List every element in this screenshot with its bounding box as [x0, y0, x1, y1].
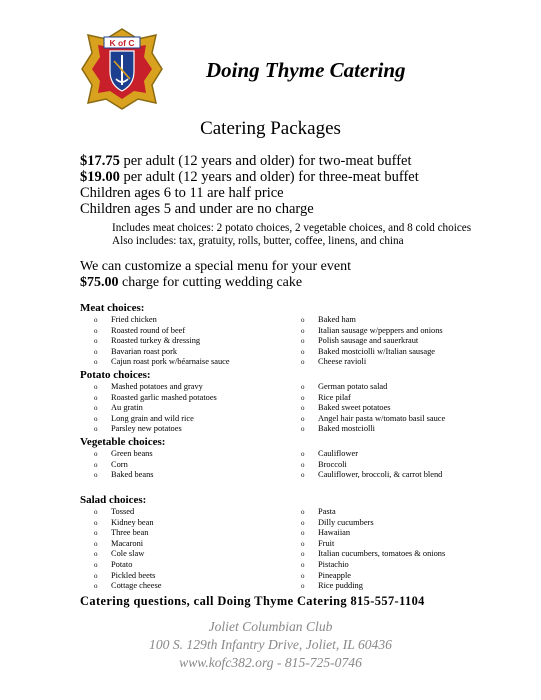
list-item-label: Mashed potatoes and gravy	[111, 382, 203, 391]
bullet-icon: o	[94, 383, 98, 391]
bullet-icon: o	[301, 316, 305, 324]
bullet-icon: o	[94, 316, 98, 324]
section-title: Salad choices:	[80, 494, 147, 506]
list-item-label: Polish sausage and sauerkraut	[318, 336, 419, 346]
list-item	[301, 315, 443, 326]
list-column-right	[301, 315, 443, 368]
bullet-icon: o	[94, 414, 98, 423]
bullet-icon: o	[94, 425, 98, 434]
list-item	[94, 571, 161, 582]
kofc-emblem-svg	[80, 27, 164, 111]
includes-line: Includes meat choices: 2 potato choices, 2 vegetable choices, and 8 cold choices	[112, 222, 472, 234]
price: $19.00	[80, 169, 120, 185]
bullet-icon: o	[94, 460, 98, 469]
list-item	[301, 424, 445, 435]
list-item	[301, 382, 445, 393]
list-item-label: Pasta	[318, 507, 336, 516]
club-address-block	[0, 618, 541, 672]
pricing-line	[80, 185, 419, 201]
list-item-label: Roasted turkey & dressing	[111, 336, 201, 346]
list-column-left	[94, 507, 161, 592]
bullet-icon: o	[301, 518, 305, 527]
list-item-label: Fruit	[318, 538, 335, 548]
list-item	[301, 449, 442, 460]
bullet-icon: o	[94, 326, 98, 335]
meat-list	[80, 315, 520, 367]
bullet-icon: o	[301, 414, 305, 423]
list-item-label: Cole slaw	[111, 549, 145, 559]
list-item	[301, 357, 443, 368]
salad-section	[80, 494, 520, 591]
bullet-icon: o	[94, 393, 98, 402]
bullet-icon: o	[301, 358, 305, 367]
bullet-icon: o	[94, 404, 98, 413]
bullet-icon: o	[301, 393, 305, 402]
list-item-label: Corn	[111, 459, 128, 469]
page-title: Catering Packages	[200, 118, 341, 139]
list-item	[301, 347, 443, 358]
bullet-icon: o	[94, 518, 98, 527]
list-item-label: Dilly cucumbers	[318, 517, 374, 527]
list-item-label: Rice pilaf	[318, 392, 351, 402]
list-item	[94, 507, 161, 518]
bullet-icon: o	[94, 582, 98, 591]
list-item-label: Baked sweet potatoes	[318, 403, 391, 413]
list-item-label: Tossed	[111, 507, 135, 516]
list-item	[301, 460, 442, 471]
list-item	[301, 571, 445, 582]
bullet-icon: o	[94, 471, 98, 480]
list-item-label: Fried chicken	[111, 315, 157, 324]
list-item	[301, 414, 445, 425]
list-item	[301, 507, 445, 518]
pricing-text: per adult (12 years and older) for three-meat buffet	[119, 169, 419, 185]
bullet-icon: o	[301, 550, 305, 559]
list-item-label: Italian sausage w/peppers and onions	[318, 325, 443, 335]
list-item	[94, 549, 161, 560]
pricing-line	[80, 169, 419, 185]
bullet-icon: o	[94, 337, 98, 346]
list-item-label: Angel hair pasta w/tomato basil sauce	[318, 413, 446, 423]
bullet-icon: o	[301, 582, 305, 591]
list-item	[301, 549, 445, 560]
list-item	[94, 357, 230, 368]
club-name: Joliet Columbian Club	[208, 619, 333, 634]
list-item-label: Roasted garlic mashed potatoes	[111, 392, 217, 402]
bullet-icon: o	[94, 560, 98, 569]
bullet-icon: o	[301, 529, 305, 538]
pricing-line	[80, 153, 419, 169]
bullet-icon: o	[301, 450, 305, 458]
list-column-right	[301, 507, 445, 592]
custom-menu-block	[80, 259, 351, 291]
list-item	[301, 518, 445, 529]
list-item	[301, 528, 445, 539]
list-column-left	[94, 315, 230, 368]
bullet-icon: o	[301, 460, 305, 469]
list-item-label: Baked ham	[318, 315, 356, 324]
list-item-label: Long grain and wild rice	[111, 413, 194, 423]
salad-list	[80, 507, 520, 591]
list-item	[301, 581, 445, 592]
bullet-icon: o	[94, 358, 98, 367]
list-item	[94, 560, 161, 571]
cake-line	[80, 275, 351, 291]
bullet-icon: o	[301, 326, 305, 335]
list-column-left	[94, 382, 217, 435]
bullet-icon: o	[301, 471, 305, 480]
bullet-icon: o	[94, 508, 98, 516]
list-item	[94, 518, 161, 529]
list-item-label: German potato salad	[318, 382, 388, 391]
includes-line: Also includes: tax, gratuity, rolls, butter, coffee, linens, and china	[112, 235, 404, 247]
list-item-label: Au gratin	[111, 403, 143, 413]
list-item-label: Macaroni	[111, 538, 144, 548]
list-item-label: Green beans	[111, 449, 153, 458]
bullet-icon: o	[301, 571, 305, 580]
list-item-label: Potato	[111, 559, 133, 569]
list-item	[301, 403, 445, 414]
potato-list	[80, 382, 520, 434]
list-item	[301, 336, 443, 347]
list-item	[94, 382, 217, 393]
list-item-label: Parsley new potatoes	[111, 424, 182, 434]
list-item-label: Hawaiian	[318, 528, 351, 538]
bullet-icon: o	[301, 560, 305, 569]
list-item-label: Cauliflower	[318, 449, 359, 458]
list-item	[94, 581, 161, 592]
cake-price: $75.00	[80, 275, 119, 290]
logo-letters: K of C	[109, 38, 135, 48]
bullet-icon: o	[301, 337, 305, 346]
brand-name: Doing Thyme Catering	[206, 58, 406, 82]
section-title: Potato choices:	[80, 369, 151, 381]
list-item	[94, 424, 217, 435]
list-item-label: Pickled beets	[111, 570, 156, 580]
list-item	[301, 393, 445, 404]
list-item-label: Broccoli	[318, 459, 347, 469]
list-item-label: Cottage cheese	[111, 581, 162, 591]
kofc-emblem-icon	[80, 27, 164, 111]
list-item	[94, 414, 217, 425]
bullet-icon: o	[94, 529, 98, 538]
list-column-right	[301, 449, 442, 481]
custom-menu-line: We can customize a special menu for your event	[80, 259, 351, 274]
list-item-label: Pineapple	[318, 570, 352, 580]
pricing-text: Children ages 5 and under are no charge	[80, 201, 314, 217]
list-item-label: Baked beans	[111, 470, 154, 480]
club-address: 100 S. 129th Infantry Drive, Joliet, IL 60436	[149, 637, 392, 652]
bullet-icon: o	[301, 508, 305, 516]
vegetable-section	[80, 436, 520, 478]
bullet-icon: o	[94, 450, 98, 458]
bullet-icon: o	[94, 571, 98, 580]
bullet-icon: o	[94, 539, 98, 548]
list-item-label: Bavarian roast pork	[111, 346, 178, 356]
list-item	[94, 539, 161, 550]
list-item	[94, 470, 154, 481]
club-contact: www.kofc382.org - 815-725-0746	[179, 655, 362, 670]
bullet-icon: o	[94, 347, 98, 356]
bullet-icon: o	[301, 539, 305, 548]
list-item-label: Pistachio	[318, 559, 349, 569]
list-column-right	[301, 382, 445, 435]
pricing-text: per adult (12 years and older) for two-meat buffet	[119, 153, 412, 169]
list-item	[94, 347, 230, 358]
list-item	[301, 326, 443, 337]
list-item-label: Cauliflower, broccoli, & carrot blend	[318, 470, 443, 480]
list-item	[94, 528, 161, 539]
bullet-icon: o	[301, 404, 305, 413]
section-title: Meat choices:	[80, 302, 145, 314]
list-item-label: Baked mostciolli	[318, 424, 375, 434]
list-item	[301, 539, 445, 550]
potato-section	[80, 369, 520, 434]
bullet-icon: o	[301, 383, 305, 391]
list-item	[301, 560, 445, 571]
list-item	[301, 470, 442, 481]
list-item-label: Baked mostciolli w/Italian sausage	[318, 346, 435, 356]
cake-text: charge for cutting wedding cake	[118, 275, 303, 290]
list-item-label: Three bean	[111, 528, 149, 538]
pricing-block	[80, 153, 419, 217]
list-item	[94, 326, 230, 337]
includes-block	[112, 222, 471, 248]
list-item-label: Rice pudding	[318, 581, 363, 591]
list-item-label: Roasted round of beef	[111, 325, 186, 335]
meat-section	[80, 302, 520, 367]
list-item-label: Cheese ravioli	[318, 357, 367, 367]
list-item	[94, 393, 217, 404]
list-item	[94, 460, 154, 471]
bullet-icon: o	[301, 347, 305, 356]
vegetable-list	[80, 449, 520, 478]
price: $17.75	[80, 153, 120, 169]
list-item-label: Kidney bean	[111, 517, 154, 527]
list-item	[94, 336, 230, 347]
catering-questions: Catering questions, call Doing Thyme Catering 815-557-1104	[80, 594, 425, 608]
list-item	[94, 315, 230, 326]
list-item-label: Cajun roast pork w/béarnaise sauce	[111, 357, 230, 367]
bullet-icon: o	[94, 550, 98, 559]
list-item-label: Italian cucumbers, tomatoes & onions	[318, 549, 446, 559]
section-title: Vegetable choices:	[80, 436, 166, 448]
pricing-text: Children ages 6 to 11 are half price	[80, 185, 284, 201]
list-item	[94, 449, 154, 460]
pricing-line	[80, 201, 419, 217]
list-item	[94, 403, 217, 414]
list-column-left	[94, 449, 154, 481]
bullet-icon: o	[301, 425, 305, 434]
